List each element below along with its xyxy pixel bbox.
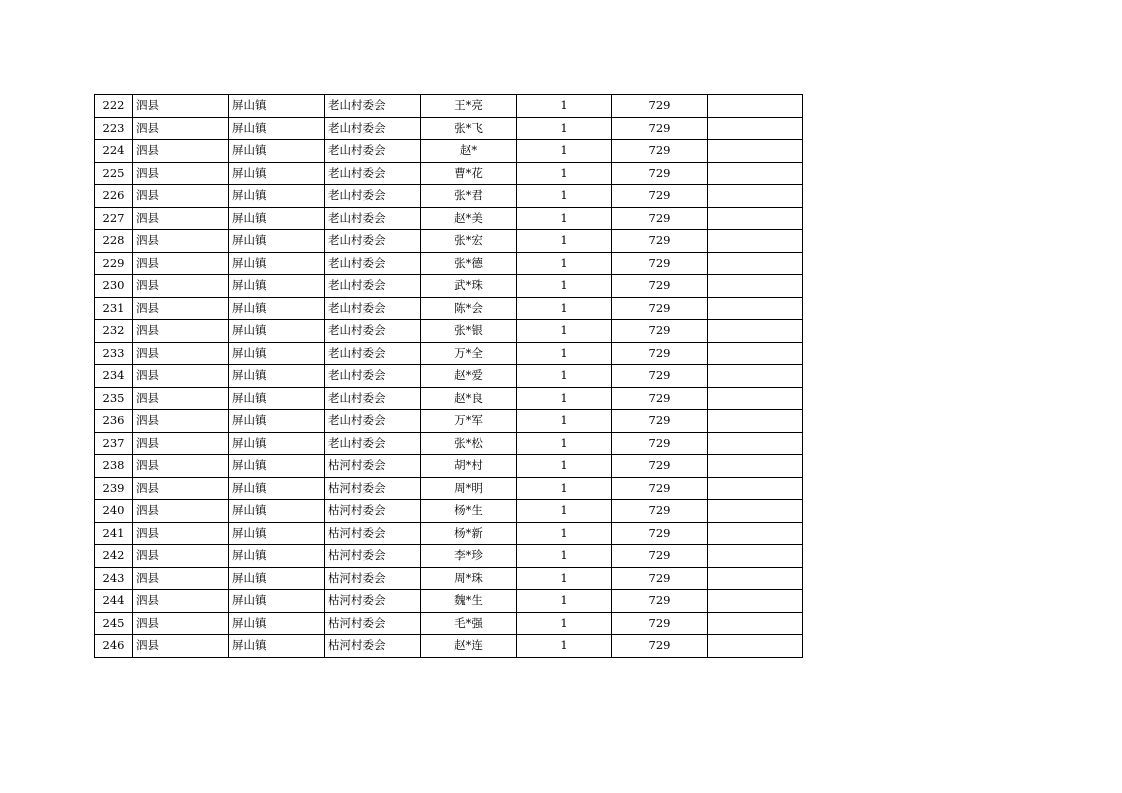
cell-note <box>708 455 803 478</box>
table-body <box>95 95 803 658</box>
table-row <box>95 95 803 118</box>
cell-amount: 729 <box>612 567 708 590</box>
table-row <box>95 590 803 613</box>
cell-amount: 729 <box>612 590 708 613</box>
cell-county: 泗县 <box>133 207 229 230</box>
cell-name: 张*松 <box>421 432 517 455</box>
table-row <box>95 252 803 275</box>
cell-village: 老山村委会 <box>325 342 421 365</box>
cell-number: 236 <box>95 410 133 433</box>
cell-count: 1 <box>517 365 612 388</box>
cell-number: 229 <box>95 252 133 275</box>
cell-county: 泗县 <box>133 162 229 185</box>
table-row <box>95 185 803 208</box>
cell-name: 杨*新 <box>421 522 517 545</box>
cell-amount: 729 <box>612 545 708 568</box>
cell-number: 245 <box>95 612 133 635</box>
cell-note <box>708 275 803 298</box>
cell-note <box>708 545 803 568</box>
cell-amount: 729 <box>612 297 708 320</box>
cell-town: 屏山镇 <box>229 117 325 140</box>
cell-village: 老山村委会 <box>325 387 421 410</box>
table-row <box>95 567 803 590</box>
cell-amount: 729 <box>612 500 708 523</box>
cell-county: 泗县 <box>133 500 229 523</box>
cell-town: 屏山镇 <box>229 387 325 410</box>
cell-county: 泗县 <box>133 387 229 410</box>
cell-town: 屏山镇 <box>229 410 325 433</box>
cell-name: 万*全 <box>421 342 517 365</box>
cell-county: 泗县 <box>133 432 229 455</box>
cell-county: 泗县 <box>133 410 229 433</box>
cell-amount: 729 <box>612 410 708 433</box>
cell-county: 泗县 <box>133 320 229 343</box>
cell-number: 233 <box>95 342 133 365</box>
cell-note <box>708 590 803 613</box>
cell-county: 泗县 <box>133 612 229 635</box>
cell-number: 237 <box>95 432 133 455</box>
cell-note <box>708 410 803 433</box>
cell-village: 老山村委会 <box>325 140 421 163</box>
table-row <box>95 635 803 658</box>
cell-county: 泗县 <box>133 252 229 275</box>
table-row <box>95 140 803 163</box>
cell-name: 张*君 <box>421 185 517 208</box>
cell-name: 曹*花 <box>421 162 517 185</box>
cell-note <box>708 162 803 185</box>
cell-number: 225 <box>95 162 133 185</box>
cell-village: 老山村委会 <box>325 185 421 208</box>
cell-village: 老山村委会 <box>325 252 421 275</box>
cell-village: 枯河村委会 <box>325 545 421 568</box>
cell-number: 240 <box>95 500 133 523</box>
cell-name: 胡*村 <box>421 455 517 478</box>
table-row <box>95 342 803 365</box>
table-row <box>95 477 803 500</box>
cell-county: 泗县 <box>133 522 229 545</box>
table-row <box>95 432 803 455</box>
cell-name: 张*宏 <box>421 230 517 253</box>
cell-village: 老山村委会 <box>325 275 421 298</box>
cell-town: 屏山镇 <box>229 207 325 230</box>
cell-note <box>708 387 803 410</box>
cell-number: 242 <box>95 545 133 568</box>
cell-amount: 729 <box>612 275 708 298</box>
cell-number: 226 <box>95 185 133 208</box>
cell-town: 屏山镇 <box>229 567 325 590</box>
cell-village: 枯河村委会 <box>325 567 421 590</box>
cell-county: 泗县 <box>133 297 229 320</box>
cell-amount: 729 <box>612 252 708 275</box>
data-table <box>94 94 803 658</box>
cell-number: 243 <box>95 567 133 590</box>
cell-village: 枯河村委会 <box>325 522 421 545</box>
cell-village: 枯河村委会 <box>325 455 421 478</box>
cell-number: 234 <box>95 365 133 388</box>
cell-town: 屏山镇 <box>229 275 325 298</box>
cell-name: 赵* <box>421 140 517 163</box>
cell-number: 239 <box>95 477 133 500</box>
cell-count: 1 <box>517 455 612 478</box>
cell-number: 232 <box>95 320 133 343</box>
table-row <box>95 545 803 568</box>
cell-town: 屏山镇 <box>229 365 325 388</box>
cell-amount: 729 <box>612 95 708 118</box>
table-row <box>95 455 803 478</box>
cell-count: 1 <box>517 162 612 185</box>
cell-town: 屏山镇 <box>229 612 325 635</box>
cell-town: 屏山镇 <box>229 635 325 658</box>
table-row <box>95 230 803 253</box>
cell-count: 1 <box>517 522 612 545</box>
cell-name: 张*飞 <box>421 117 517 140</box>
table-row <box>95 297 803 320</box>
cell-town: 屏山镇 <box>229 320 325 343</box>
cell-number: 223 <box>95 117 133 140</box>
cell-village: 枯河村委会 <box>325 477 421 500</box>
cell-number: 235 <box>95 387 133 410</box>
cell-village: 老山村委会 <box>325 432 421 455</box>
cell-count: 1 <box>517 500 612 523</box>
cell-amount: 729 <box>612 612 708 635</box>
cell-name: 赵*美 <box>421 207 517 230</box>
cell-amount: 729 <box>612 140 708 163</box>
cell-note <box>708 635 803 658</box>
cell-number: 224 <box>95 140 133 163</box>
cell-county: 泗县 <box>133 185 229 208</box>
cell-amount: 729 <box>612 117 708 140</box>
cell-note <box>708 185 803 208</box>
table-row <box>95 320 803 343</box>
cell-number: 231 <box>95 297 133 320</box>
cell-name: 李*珍 <box>421 545 517 568</box>
table-row <box>95 162 803 185</box>
cell-county: 泗县 <box>133 140 229 163</box>
cell-count: 1 <box>517 432 612 455</box>
cell-name: 张*德 <box>421 252 517 275</box>
cell-amount: 729 <box>612 635 708 658</box>
cell-county: 泗县 <box>133 455 229 478</box>
cell-name: 杨*生 <box>421 500 517 523</box>
cell-county: 泗县 <box>133 590 229 613</box>
cell-town: 屏山镇 <box>229 432 325 455</box>
cell-village: 老山村委会 <box>325 320 421 343</box>
cell-village: 老山村委会 <box>325 95 421 118</box>
cell-village: 枯河村委会 <box>325 590 421 613</box>
table-row <box>95 275 803 298</box>
cell-amount: 729 <box>612 207 708 230</box>
cell-number: 230 <box>95 275 133 298</box>
cell-count: 1 <box>517 95 612 118</box>
cell-name: 魏*生 <box>421 590 517 613</box>
cell-count: 1 <box>517 185 612 208</box>
cell-village: 老山村委会 <box>325 230 421 253</box>
cell-note <box>708 612 803 635</box>
cell-count: 1 <box>517 275 612 298</box>
cell-county: 泗县 <box>133 545 229 568</box>
cell-name: 赵*爱 <box>421 365 517 388</box>
cell-count: 1 <box>517 320 612 343</box>
cell-county: 泗县 <box>133 567 229 590</box>
cell-town: 屏山镇 <box>229 140 325 163</box>
cell-name: 武*珠 <box>421 275 517 298</box>
cell-village: 老山村委会 <box>325 117 421 140</box>
table-row <box>95 500 803 523</box>
cell-town: 屏山镇 <box>229 297 325 320</box>
table-row <box>95 612 803 635</box>
cell-town: 屏山镇 <box>229 522 325 545</box>
table-row <box>95 522 803 545</box>
table-row <box>95 207 803 230</box>
cell-county: 泗县 <box>133 477 229 500</box>
cell-count: 1 <box>517 342 612 365</box>
cell-town: 屏山镇 <box>229 162 325 185</box>
cell-count: 1 <box>517 117 612 140</box>
cell-amount: 729 <box>612 387 708 410</box>
cell-amount: 729 <box>612 365 708 388</box>
table-row <box>95 365 803 388</box>
cell-number: 222 <box>95 95 133 118</box>
cell-count: 1 <box>517 567 612 590</box>
cell-note <box>708 252 803 275</box>
cell-village: 老山村委会 <box>325 162 421 185</box>
cell-count: 1 <box>517 252 612 275</box>
cell-village: 枯河村委会 <box>325 635 421 658</box>
cell-village: 老山村委会 <box>325 365 421 388</box>
cell-number: 241 <box>95 522 133 545</box>
cell-town: 屏山镇 <box>229 455 325 478</box>
cell-town: 屏山镇 <box>229 477 325 500</box>
cell-note <box>708 477 803 500</box>
cell-village: 老山村委会 <box>325 297 421 320</box>
cell-village: 枯河村委会 <box>325 612 421 635</box>
cell-name: 周*珠 <box>421 567 517 590</box>
cell-name: 赵*连 <box>421 635 517 658</box>
cell-count: 1 <box>517 477 612 500</box>
cell-amount: 729 <box>612 432 708 455</box>
cell-town: 屏山镇 <box>229 95 325 118</box>
cell-note <box>708 432 803 455</box>
cell-name: 毛*强 <box>421 612 517 635</box>
cell-note <box>708 320 803 343</box>
cell-town: 屏山镇 <box>229 590 325 613</box>
cell-count: 1 <box>517 297 612 320</box>
cell-note <box>708 365 803 388</box>
cell-note <box>708 342 803 365</box>
cell-note <box>708 230 803 253</box>
cell-county: 泗县 <box>133 635 229 658</box>
cell-county: 泗县 <box>133 117 229 140</box>
cell-note <box>708 117 803 140</box>
cell-number: 246 <box>95 635 133 658</box>
cell-count: 1 <box>517 612 612 635</box>
cell-town: 屏山镇 <box>229 545 325 568</box>
cell-village: 老山村委会 <box>325 410 421 433</box>
cell-count: 1 <box>517 140 612 163</box>
cell-county: 泗县 <box>133 365 229 388</box>
cell-note <box>708 140 803 163</box>
cell-county: 泗县 <box>133 342 229 365</box>
cell-amount: 729 <box>612 522 708 545</box>
cell-amount: 729 <box>612 230 708 253</box>
cell-count: 1 <box>517 410 612 433</box>
cell-number: 238 <box>95 455 133 478</box>
cell-name: 王*亮 <box>421 95 517 118</box>
table-row <box>95 117 803 140</box>
cell-town: 屏山镇 <box>229 500 325 523</box>
cell-county: 泗县 <box>133 275 229 298</box>
table-row <box>95 410 803 433</box>
cell-number: 228 <box>95 230 133 253</box>
cell-village: 枯河村委会 <box>325 500 421 523</box>
cell-name: 陈*会 <box>421 297 517 320</box>
cell-number: 227 <box>95 207 133 230</box>
cell-count: 1 <box>517 635 612 658</box>
cell-amount: 729 <box>612 477 708 500</box>
cell-county: 泗县 <box>133 230 229 253</box>
cell-town: 屏山镇 <box>229 230 325 253</box>
cell-town: 屏山镇 <box>229 342 325 365</box>
cell-amount: 729 <box>612 185 708 208</box>
table-row <box>95 387 803 410</box>
cell-amount: 729 <box>612 162 708 185</box>
cell-count: 1 <box>517 545 612 568</box>
cell-number: 244 <box>95 590 133 613</box>
cell-note <box>708 207 803 230</box>
cell-village: 老山村委会 <box>325 207 421 230</box>
cell-amount: 729 <box>612 455 708 478</box>
cell-note <box>708 567 803 590</box>
cell-note <box>708 297 803 320</box>
cell-count: 1 <box>517 207 612 230</box>
cell-note <box>708 95 803 118</box>
cell-note <box>708 500 803 523</box>
cell-name: 万*军 <box>421 410 517 433</box>
cell-amount: 729 <box>612 320 708 343</box>
cell-note <box>708 522 803 545</box>
cell-count: 1 <box>517 387 612 410</box>
cell-count: 1 <box>517 230 612 253</box>
cell-count: 1 <box>517 590 612 613</box>
cell-county: 泗县 <box>133 95 229 118</box>
cell-name: 张*银 <box>421 320 517 343</box>
cell-amount: 729 <box>612 342 708 365</box>
cell-name: 赵*良 <box>421 387 517 410</box>
cell-name: 周*明 <box>421 477 517 500</box>
cell-town: 屏山镇 <box>229 185 325 208</box>
cell-town: 屏山镇 <box>229 252 325 275</box>
